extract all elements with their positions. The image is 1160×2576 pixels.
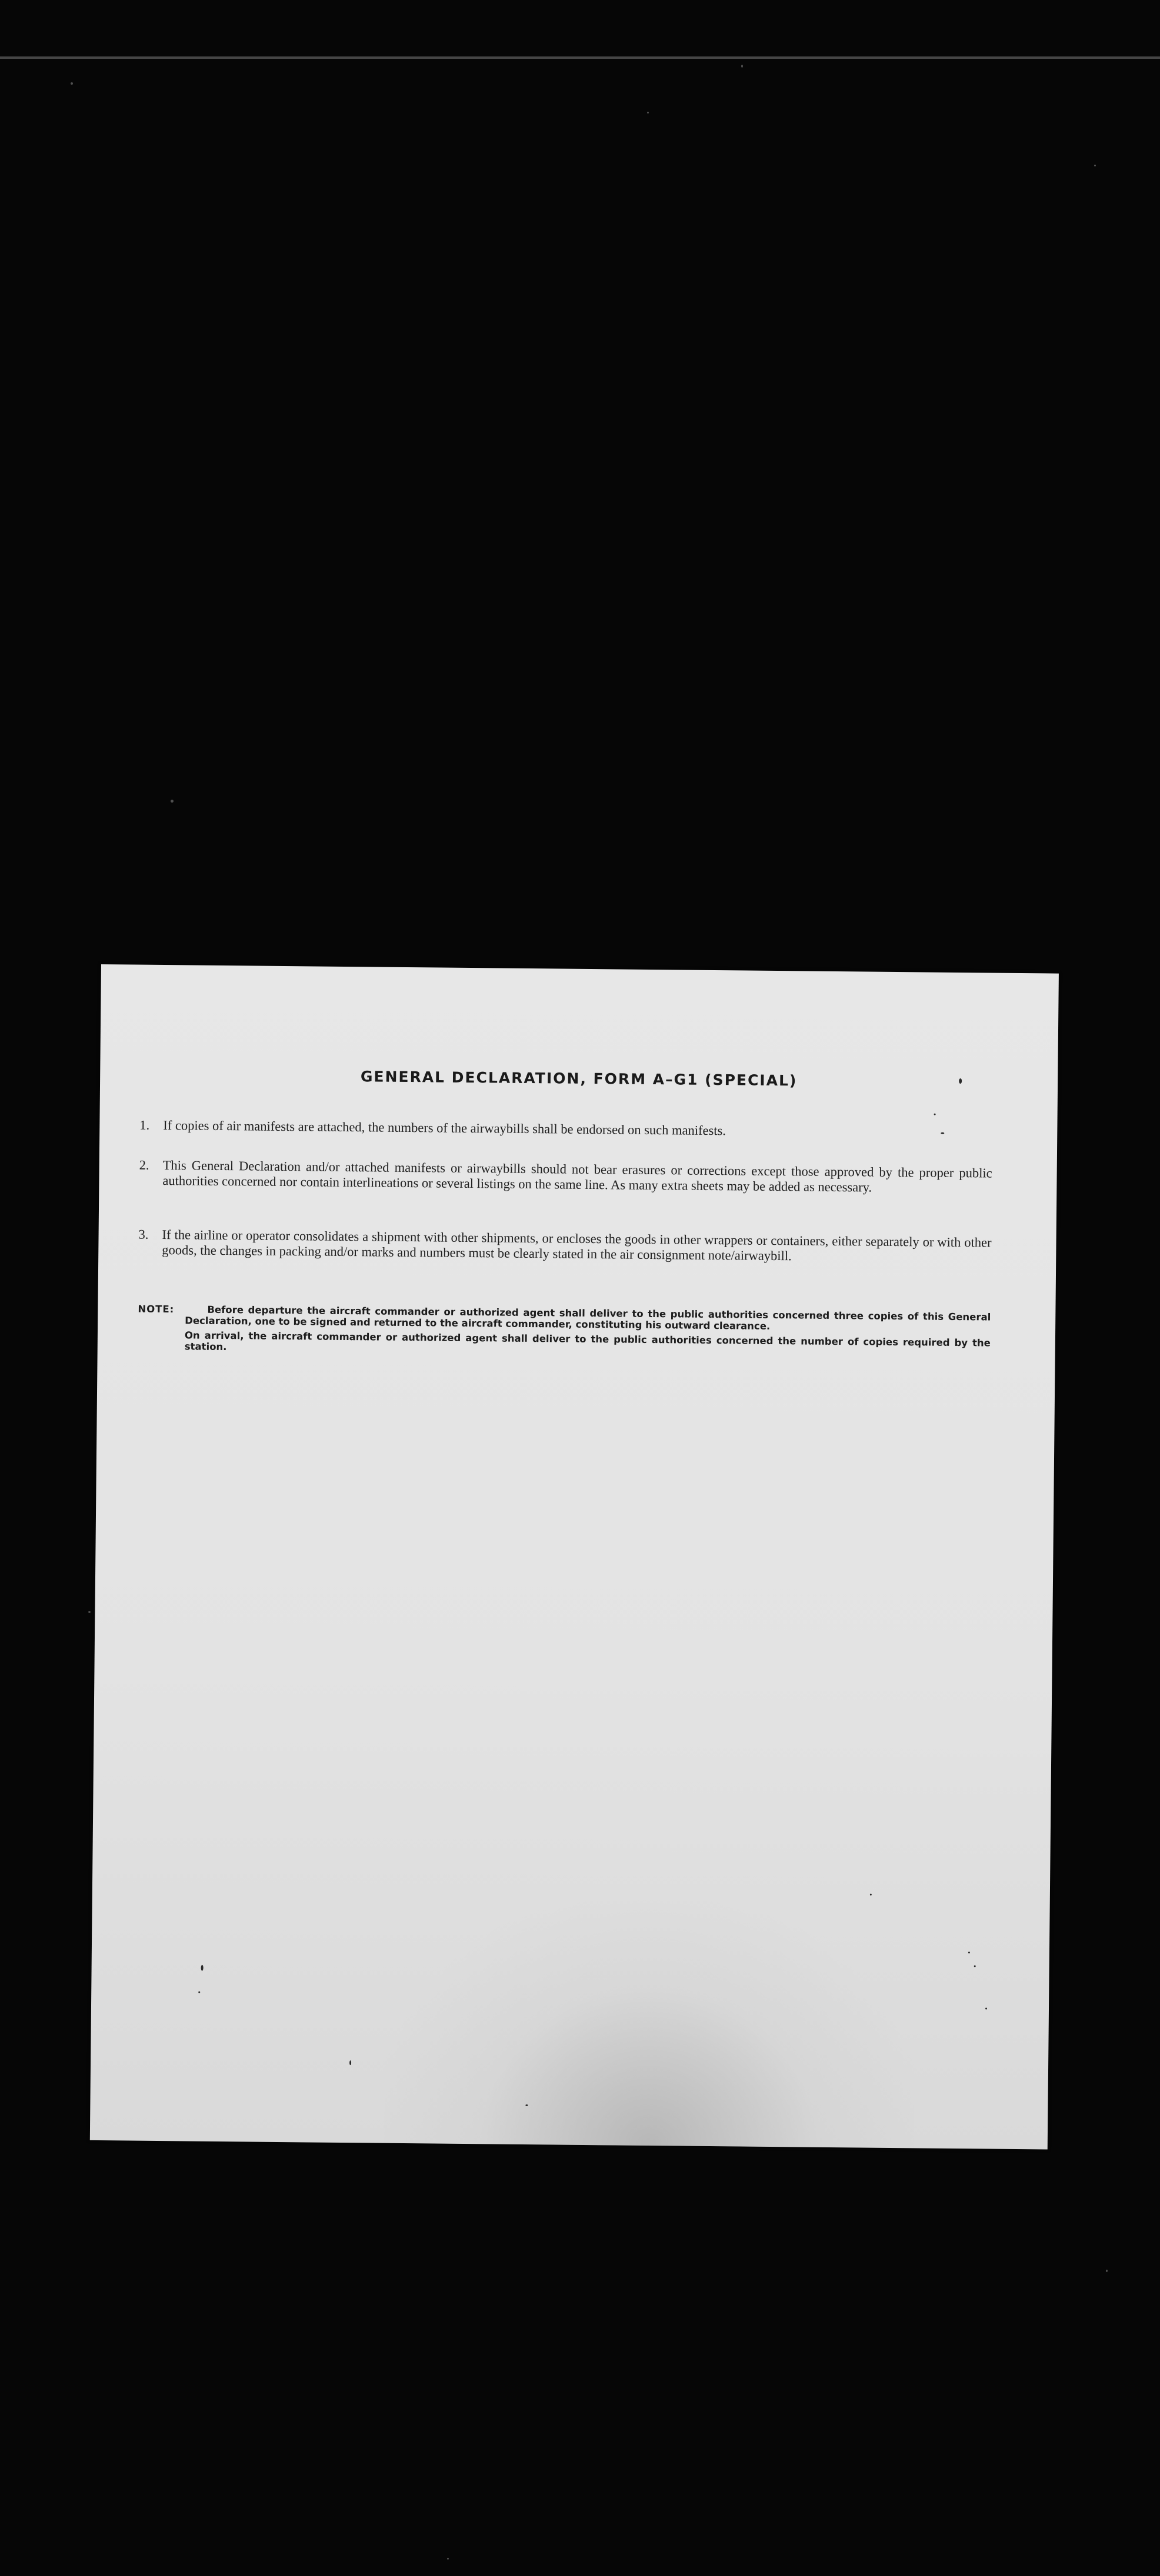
ink-speck	[525, 2104, 528, 2106]
note-block	[138, 1304, 991, 1360]
document-title: GENERAL DECLARATION, FORM A–G1 (SPECIAL)	[360, 1068, 798, 1090]
dust-speck	[447, 2558, 449, 2560]
ink-speck	[941, 1132, 944, 1134]
ink-speck	[968, 1952, 970, 1953]
ink-speck	[198, 1992, 200, 1993]
item-text: This General Declaration and/or attached manifests or airwaybills should not bear erasures or corrections except those approved by the proper public authorities concerned nor contain interlineations or several listings on the same line. As many extra sheets may be added as necessary.	[162, 1158, 992, 1195]
ink-speck	[201, 1965, 204, 1971]
dust-speck	[71, 82, 73, 85]
ink-speck	[974, 1965, 976, 1967]
dust-speck	[88, 1611, 91, 1613]
item-text: If the airline or operator consolidates a shipment with other shipments, or encloses the goods in other wrappers or containers, either separately or with other goods, the changes in packing and/or marks and numbers must be clearly stated in the air consignment note/airwaybill.	[162, 1227, 992, 1264]
item-number: 1.	[139, 1117, 150, 1132]
note-arrival: On arrival, the aircraft commander or authorized agent shall deliver to the public authorities concerned the number of copies required by the station.	[184, 1329, 991, 1353]
instruction-item	[138, 1227, 991, 1266]
item-text: If copies of air manifests are attached, the numbers of the airwaybills shall be endorsed on such manifests.	[163, 1118, 726, 1138]
dust-speck	[647, 112, 649, 113]
dust-speck	[1094, 165, 1096, 166]
instruction-item	[139, 1118, 992, 1141]
document-page	[90, 964, 1059, 2150]
item-number: 2.	[139, 1157, 149, 1172]
page-shadow	[384, 1896, 916, 2149]
note-departure: Before departure the aircraft commander or authorized agent shall deliver to the public authorities concerned three copies of this General Declaration, one to be signed and returned to the aircraft commander, constituting his outward clearance.	[185, 1304, 991, 1332]
instruction-item	[139, 1158, 992, 1197]
ink-speck	[870, 1894, 872, 1896]
dust-speck	[741, 65, 743, 68]
item-number: 3.	[138, 1227, 149, 1242]
dust-speck	[171, 800, 174, 803]
ink-speck	[959, 1078, 962, 1084]
film-frame-line	[0, 56, 1160, 59]
dust-speck	[1106, 2270, 1108, 2272]
ink-speck	[349, 2060, 351, 2065]
ink-speck	[985, 2008, 987, 2010]
ink-speck	[934, 1114, 936, 1115]
note-label: NOTE:	[138, 1303, 175, 1315]
